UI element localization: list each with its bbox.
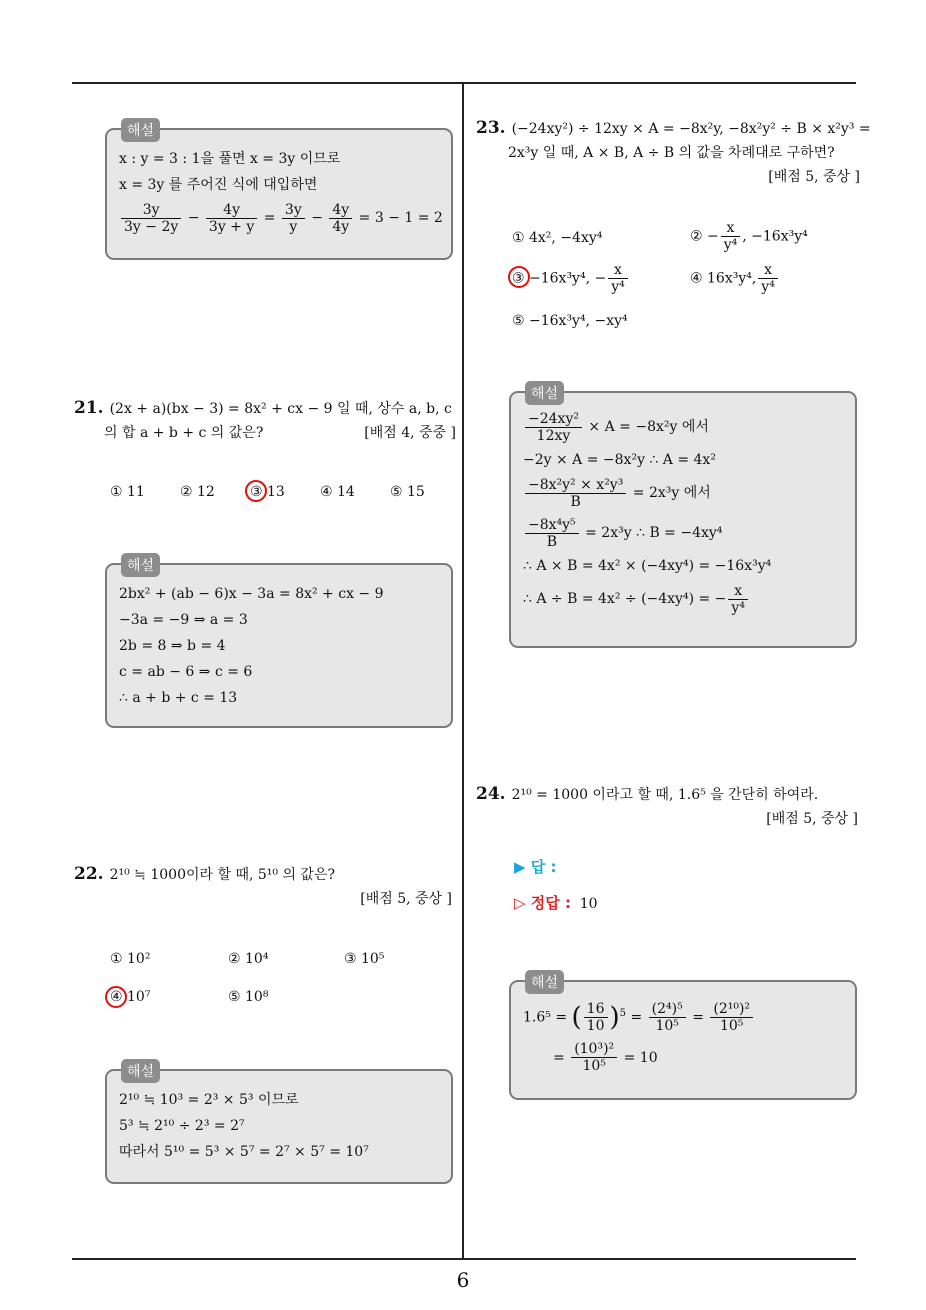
solution-tag: 해설 (121, 118, 160, 142)
q22-choice-3[interactable]: ③ 10⁵ (344, 951, 385, 967)
q21-choice-2[interactable]: ② 12 (180, 484, 215, 500)
question-number: 21. (74, 398, 104, 418)
q23-solution-box (509, 386, 857, 648)
q23-choice-2[interactable]: ② − $\frac{x}{\text{y⁴}}$ , −16x³y⁴ (690, 220, 808, 253)
score-label: [배점 5, 중상 ] (360, 891, 452, 907)
q23-sol-line-4: $\frac{\text{−8x⁴y⁵}}{B}$ = 2x³y ∴ B = −4xy⁴ (523, 513, 843, 553)
q20-sol-line-1: x : y = 3 : 1을 풀면 x = 3y 이므로 (119, 151, 341, 167)
fraction: $\frac{3y}{y}$ (282, 202, 305, 235)
q21-sol-line-1: 2bx² + (ab − 6)x − 3a = 8x² + cx − 9 (119, 586, 384, 602)
q20-solution-box (105, 123, 453, 260)
selected-answer-circle (105, 986, 127, 1008)
question-text: (−24xy²) ÷ 12xy × A = −8x²y, −8x²y² ÷ B × x²y³ = (511, 121, 871, 137)
question-number: 22. (74, 864, 104, 884)
q22-sol-line-1: 2¹⁰ ≒ 10³ = 2³ × 5³ 이므로 (119, 1092, 299, 1108)
q21-choice-3[interactable]: ③ 13 (250, 484, 285, 500)
score-label: [배점 4, 중중 ] (364, 425, 456, 441)
q23-choice-4[interactable]: ④ 16x³y⁴, $\frac{x}{\text{y⁴}}$ (690, 262, 780, 295)
question-text: 2¹⁰ = 1000 이라고 할 때, 1.6⁵ 을 간단히 하여라. (511, 787, 819, 803)
top-rule (72, 82, 856, 84)
question-number: 23. (476, 118, 506, 138)
question-text: (2x + a)(bx − 3) = 8x² + cx − 9 일 때, 상수 a, b, c (109, 401, 452, 417)
q22-choice-4[interactable]: ④ 10⁷ (110, 989, 151, 1005)
correct-answer-row (514, 892, 598, 915)
q24-sol-line-2: = $\frac{\text{(10³)²}}{\text{10⁵}}$ = 10 (553, 1041, 658, 1075)
answer-row (514, 856, 556, 878)
q23-choice-1[interactable]: ① 4x², −4xy⁴ (512, 230, 603, 246)
q21-sol-line-2: −3a = −9 ⇒ a = 3 (119, 612, 248, 628)
score-label: [배점 5, 중상 ] (768, 169, 860, 185)
question-text: 2¹⁰ ≒ 1000이라 할 때, 5¹⁰ 의 값은? (109, 867, 335, 883)
q22-sol-line-2: 5³ ≒ 2¹⁰ ÷ 2³ = 2⁷ (119, 1118, 245, 1134)
q21-choice-4[interactable]: ④ 14 (320, 484, 355, 500)
q22-solution-box (105, 1064, 453, 1184)
q20-sol-line-3: $\frac{3y}{3y - 2y}$ − $\frac{4y}{3y + y}$ = $\frac{3y}{y}$ − $\frac{4y}{4y}$ = 3 − 1 = 2 (119, 198, 439, 238)
q21-sol-line-3: 2b = 8 ⇒ b = 4 (119, 638, 226, 654)
column-divider (462, 82, 464, 1259)
q22-choice-5[interactable]: ⑤ 10⁸ (228, 989, 269, 1005)
q24-solution-box (509, 975, 857, 1100)
fraction: $\frac{4y}{4y}$ (329, 202, 352, 235)
selected-answer-circle (508, 266, 530, 288)
question-text: 2x³y 일 때, A × B, A ÷ B 의 값을 차례대로 구하면? (508, 145, 835, 161)
q23-sol-line-2: −2y × A = −8x²y ∴ A = 4x² (523, 452, 716, 468)
q21-solution-box (105, 558, 453, 728)
question-23 (476, 116, 871, 189)
q23-sol-line-6: ∴ A ÷ B = 4x² ÷ (−4xy⁴) = − $\frac{x}{\text{y⁴}}$ (523, 579, 843, 619)
correct-answer-value: 10 (579, 896, 598, 912)
answer-label: ▶ 답 : (514, 858, 557, 876)
selected-answer-circle (245, 480, 267, 502)
q22-choice-1[interactable]: ① 10² (110, 951, 151, 967)
question-21 (74, 396, 456, 445)
q21-choice-5[interactable]: ⑤ 15 (390, 484, 425, 500)
solution-tag: 해설 (525, 970, 564, 994)
q23-sol-line-3: $\frac{\text{−8x²y² × x²y³}}{B}$ = 2x³y 에서 (523, 473, 843, 513)
q23-sol-line-5: ∴ A × B = 4x² × (−4xy⁴) = −16x³y⁴ (523, 558, 772, 574)
fraction: $\frac{4y}{3y + y}$ (206, 202, 257, 235)
q21-sol-line-4: c = ab − 6 ⇒ c = 6 (119, 664, 253, 680)
q23-choice-5[interactable]: ⑤ −16x³y⁴, −xy⁴ (512, 313, 628, 329)
q21-sol-line-5: ∴ a + b + c = 13 (119, 690, 238, 706)
page-number: 6 (456, 1268, 470, 1292)
solution-tag: 해설 (121, 553, 160, 577)
q20-sol-line-2: x = 3y 를 주어진 식에 대입하면 (119, 177, 318, 193)
question-22 (74, 862, 452, 911)
score-label: [배점 5, 중상 ] (766, 811, 858, 827)
fraction: $\frac{3y}{3y - 2y}$ (121, 202, 181, 235)
q22-sol-line-3: 따라서 5¹⁰ = 5³ × 5⁷ = 2⁷ × 5⁷ = 10⁷ (119, 1144, 369, 1160)
bottom-rule (72, 1258, 856, 1260)
q22-choice-2[interactable]: ② 10⁴ (228, 951, 269, 967)
q23-choice-3[interactable]: ③ −16x³y⁴, − $\frac{x}{\text{y⁴}}$ (512, 262, 630, 295)
question-24 (476, 782, 858, 831)
q23-sol-line-1: $\frac{\text{−24xy²}}{12xy}$ × A = −8x²y 에서 (523, 407, 843, 447)
question-text: 의 합 a + b + c 의 값은? (104, 425, 264, 441)
solution-tag: 해설 (525, 381, 564, 405)
solution-tag: 해설 (121, 1059, 160, 1083)
correct-answer-label: ▷ 정답 : (514, 894, 571, 912)
question-number: 24. (476, 784, 506, 804)
q24-sol-line-1: 1.6⁵ = ( $\frac{16}{10}$ )$^5$ = $\frac{\text{(2⁴)⁵}}{\text{10⁵}}$ = $\frac{\text{(2¹⁰)²}}{\text{10⁵}}$ (523, 994, 843, 1038)
q21-choice-1[interactable]: ① 11 (110, 484, 145, 500)
